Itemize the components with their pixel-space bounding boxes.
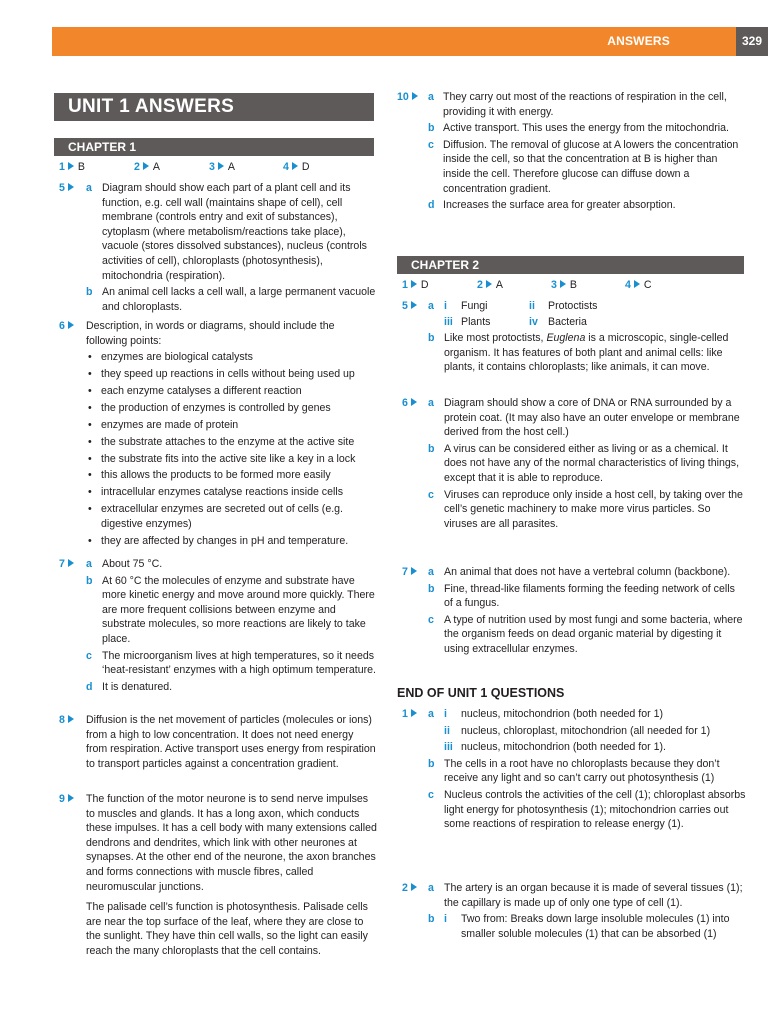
ch2-q5a-ii: Protoctists bbox=[548, 300, 598, 312]
list-item: • enzymes are biological catalysts bbox=[86, 350, 377, 365]
eou-q2bi-text: Two from: Breaks down large insoluble molecules (1) into smaller soluble molecules (1) that can be absorbed (1) bbox=[461, 913, 730, 940]
list-item: • each enzyme catalyses a different reaction bbox=[86, 384, 377, 399]
ch2-mcq-row: 1 D 2 A 3 B 4 C bbox=[402, 279, 652, 291]
ch1-q6-points bbox=[86, 350, 377, 548]
list-item: • they are affected by changes in pH and temperature. bbox=[86, 534, 377, 549]
ch1-q8: 8 Diffusion is the net movement of particles (molecules or ions) from a high to low concentration. It does not need energy from respiration. Active transport uses energy from respiration to transport particles against a concentration gradient. bbox=[59, 714, 376, 770]
list-item: • the substrate fits into the active site like a key in a lock bbox=[86, 452, 377, 467]
ch2-q7: 7 a An animal that does not have a vertebral column (backbone). b Fine, thread-like filaments forming the feeding network of cells of a fungus. c A type of nutrition used by most fungi and some bacteria, where the organism feeds on dead organic material by digesting it using extracellular enzymes. bbox=[402, 565, 746, 657]
ch2-q6a-text: Diagram should show a core of DNA or RNA surrounded by a protein coat. (It may also have an outer envelope or membrane derived from the host cell.) bbox=[444, 397, 740, 439]
ch1-q7d-text: It is denatured. bbox=[102, 680, 173, 693]
ch1-q10: 10 a They carry out most of the reactions of respiration in the cell, providing it with energy. b Active transport. This uses the energy from the mitochondria. c Diffusion. The removal of glucose at A lowers the concentration inside the cell, so that the concentration at B is higher than inside the cell. Therefore glucose can diffuse down a concentration gradient. d Increases the surface area for greater absorption. bbox=[397, 90, 747, 213]
ch2-q5b-text: Like most protoctists, Euglena is a microscopic, single-celled organism. It has features of both plant and animal cells: like plants, it contains chloroplasts; like animals, it can move. bbox=[444, 332, 729, 374]
ch1-q5: 5 a Diagram should show each part of a plant cell and its function, e.g. cell wall (maintains shape of cell), cell membrane (controls entry and exit of substances), cytoplasm (where metabolism/reactions take place), vacuole (stores dissolved substances), nucleus (controls activities of cell), chloroplasts (photosynthesis), mitochondria (respiration). b An animal cell lacks a cell wall, a large permanent vacuole and chloroplasts. bbox=[59, 182, 376, 313]
ch2-q7a-text: An animal that does not have a vertebral column (backbone). bbox=[444, 566, 731, 578]
page-number: 329 bbox=[736, 27, 768, 56]
ch1-q10a-text: They carry out most of the reactions of respiration in the cell, providing it with energy. bbox=[443, 91, 727, 118]
ch1-q5b-text: An animal cell lacks a cell wall, a large permanent vacuole and chloroplasts. bbox=[102, 286, 376, 313]
ch1-q5a-text: Diagram should show each part of a plant cell and its function, e.g. cell wall (maintains shape of cell), cell membrane (controls entry and exit of substances), cytoplasm (where metabolism/reactions take place), vacuole (stores dissolved substances), nucleus (controls activities of cell), chloroplasts (photosynthesis), mitochondria (respiration). bbox=[102, 182, 367, 282]
ch1-q6-intro: Description, in words or diagrams, should include the following points: bbox=[86, 320, 335, 347]
eou-q1: 1 a i nucleus, mitochondrion (both needed for 1) ii nucleus, chloroplast, mitochondrion (all needed for 1) iii nucleus, mitochondrion (both needed for 1). b The cells in a root have no chloroplasts because they don’t receive any light and so can’t carry out photosynthesis (1) c Nucleus controls the activities of the cell (1); chloroplast absorbs light energy for photosynthesis (1); mitochondrion carries out some reactions of respiration to release energy (1). bbox=[402, 708, 746, 831]
ch1-q9: 9 The function of the motor neurone is to send nerve impulses to muscles and glands. It has a long axon, which conducts these impulses. It has a cell body with many extensions called dendrons and dendrites, which link with other neurones at synapses. At the other end of the neurone, the axon branches and forms connections with muscle fibres, called neuromuscular junctions. The palisade cell’s function is photosynthesis. Palisade cells are near the top surface of the leaf, where they are close to the sunlight. They have thin cell walls, so the light can easily reach the many chloroplasts that the cell contains. bbox=[59, 793, 377, 957]
ch2-q7b-text: Fine, thread-like filaments forming the feeding network of cells of a fungus. bbox=[444, 582, 735, 610]
ch1-q9-para1: The function of the motor neurone is to send nerve impulses to muscles and glands. It has a long axon, which conducts these impulses. It has a cell body with many extensions called dendrons and dendrites, which link with other neurones at synapses. At the other end of the neurone, the axon branches and forms connections with muscle fibres, called neuromuscular junctions. bbox=[86, 793, 377, 893]
eou-q2a-text: The artery is an organ because it is made of several tissues (1); the capillary is made up of only one type of cell (1). bbox=[444, 882, 743, 909]
ch2-q5a-iv: Bacteria bbox=[548, 316, 587, 328]
list-item: • the substrate attaches to the enzyme at the active site bbox=[86, 435, 377, 450]
eou-q1ai-text: nucleus, mitochondrion (both needed for 1) bbox=[461, 708, 663, 720]
ch1-q8-text: Diffusion is the net movement of particles (molecules or ions) from a high to low concentration. It does not need energy from respiration. Active transport uses energy from respiration to transport particles against a concentration gradient. bbox=[86, 714, 376, 770]
ch1-q10c-text: Diffusion. The removal of glucose at A lowers the concentration inside the cell, so that the concentration at B is higher than inside the cell. Therefore glucose can diffuse down a concentration gradient. bbox=[443, 138, 739, 195]
list-item: • they speed up reactions in cells without being used up bbox=[86, 367, 377, 382]
ch1-q9-para2: The palisade cell’s function is photosynthesis. Palisade cells are near the top surface of the leaf, where they are close to the sunlight. They have thin cell walls, so the light can easily reach the many chloroplasts that the cell contains. bbox=[86, 901, 368, 957]
eou-q1c-text: Nucleus controls the activities of the cell (1); chloroplast absorbs light energy for photosynthesis (1); mitochondrion carries out some reactions of respiration to release energy (1). bbox=[444, 788, 746, 831]
ch1-q10d-text: Increases the surface area for greater absorption. bbox=[443, 199, 676, 212]
ch1-mcq-row: 1 B 2 A 3 A 4 D bbox=[59, 161, 310, 173]
ch2-q6b-text: A virus can be considered either as living or as a chemical. It does not have any of the normal characteristics of living things, except that it is able to reproduce. bbox=[444, 442, 740, 484]
ch1-q7a-text: About 75 °C. bbox=[102, 558, 163, 570]
ch1-q6: 6 Description, in words or diagrams, should include the following points: • enzymes are biological catalysts • they speed up reactions in cells without being used up • each enzyme catalyses a different reaction • the production of enzymes is controlled by genes • enzymes are made of protein • the substrate attaches to the enzyme at the active site • the substrate fits into the active site like a key in a lock • this allows the products to be formed more easily • intracellular enzymes catalyse reactions inside cells • extracellular enzymes are secreted out of cells (e.g. digestive enzymes) • they are affected by changes in pH and temperature. bbox=[59, 319, 377, 551]
eou-q1aii-text: nucleus, chloroplast, mitochondrion (all needed for 1) bbox=[461, 724, 711, 737]
list-item: • extracellular enzymes are secreted out of cells (e.g. digestive enzymes) bbox=[86, 502, 377, 531]
eou-q1aiii-text: nucleus, mitochondrion (both needed for 1). bbox=[461, 741, 666, 754]
ch2-q5a-i: Fungi bbox=[461, 300, 488, 312]
header-bar bbox=[52, 27, 768, 56]
list-item: • intracellular enzymes catalyse reactions inside cells bbox=[86, 485, 377, 500]
ch2-q5: 5 a i Fungi ii Protoctists iii Plants iv Bacteria b Like most protoctists, Euglena is a microscopic, single-celled organism. It has features of both plant and animal cells: like plants, it contains chloroplasts; like animals, it can move. bbox=[402, 299, 746, 375]
eou-q2: 2 a The artery is an organ because it is made of several tissues (1); the capillary is made up of only one type of cell (1). b i Two from: Breaks down large insoluble molecules (1) into smaller soluble molecules (1) that can be absorbed (1) bbox=[402, 881, 746, 941]
eou-q1b-text: The cells in a root have no chloroplasts because they don’t receive any light and so can’t carry out photosynthesis (1) bbox=[444, 757, 720, 785]
end-of-unit-heading: END OF UNIT 1 QUESTIONS bbox=[397, 686, 565, 700]
ch2-q7c-text: A type of nutrition used by most fungi and some bacteria, where the organism feeds on dead organic material by digesting it using extracellular enzymes. bbox=[444, 613, 743, 655]
unit-title: UNIT 1 ANSWERS bbox=[54, 93, 374, 121]
list-item: • this allows the products to be formed more easily bbox=[86, 468, 377, 483]
ch1-q7c-text: The microorganism lives at high temperatures, so it needs ‘heat-resistant’ enzymes with a high optimum temperature. bbox=[102, 649, 376, 677]
ch1-q10b-text: Active transport. This uses the energy from the mitochondria. bbox=[443, 122, 729, 135]
chapter-1-heading: CHAPTER 1 bbox=[54, 138, 374, 156]
ch2-q6c-text: Viruses can reproduce only inside a host cell, by taking over the cell’s genetic machinery to make more virus particles. So viruses are all parasites. bbox=[444, 488, 743, 530]
ch2-q5a-iii: Plants bbox=[461, 316, 491, 328]
ch1-q7b-text: At 60 °C the molecules of enzyme and substrate have more kinetic energy and move around more quickly. There are more frequent collisions between enzyme and substrate molecules, so more reactions are likely to take place. bbox=[102, 574, 375, 645]
list-item: • enzymes are made of protein bbox=[86, 418, 377, 433]
chapter-2-heading: CHAPTER 2 bbox=[397, 256, 744, 274]
list-item: • the production of enzymes is controlled by genes bbox=[86, 401, 377, 416]
section-label: ANSWERS bbox=[607, 34, 670, 48]
ch2-q6: 6 a Diagram should show a core of DNA or RNA surrounded by a protein coat. (It may also have an outer envelope or membrane derived from the host cell.) b A virus can be considered either as living or as a chemical. It does not have any of the normal characteristics of living things, except that it is able to reproduce. c Viruses can reproduce only inside a host cell, by taking over the cell’s genetic machinery to make more virus particles. So viruses are all parasites. bbox=[402, 396, 746, 531]
ch1-q7: 7 a About 75 °C. b At 60 °C the molecules of enzyme and substrate have more kinetic energy and move around more quickly. There are more frequent collisions between enzyme and substrate molecules, so more reactions are likely to take place. c The microorganism lives at high temperatures, so it needs ‘heat-resistant’ enzymes with a high optimum temperature. d It is denatured. bbox=[59, 558, 376, 693]
